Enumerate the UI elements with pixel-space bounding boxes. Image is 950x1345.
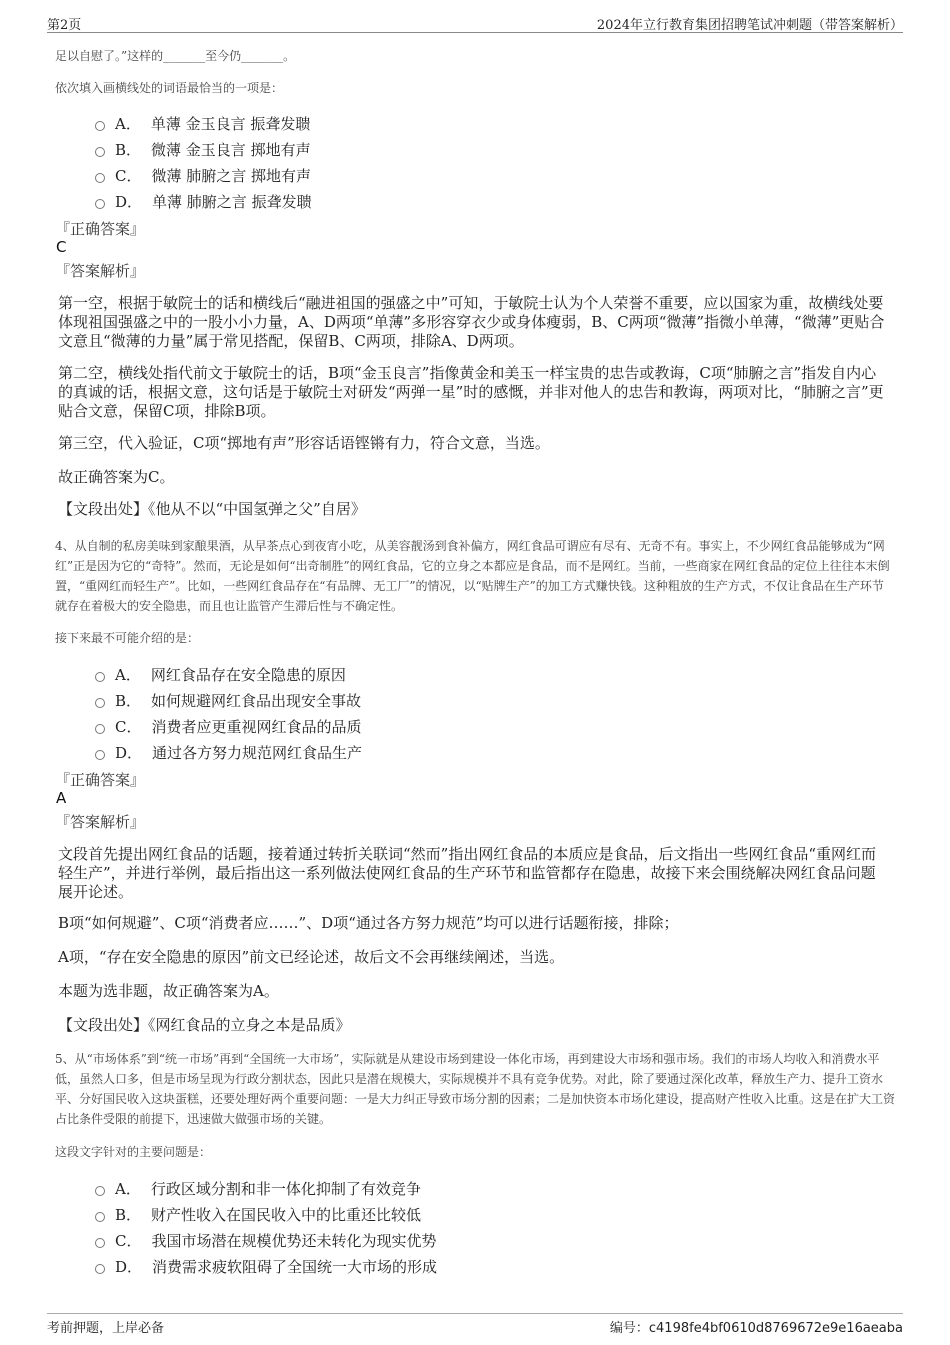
radio-icon[interactable]: [95, 672, 105, 682]
analysis-paragraph: B项“如何规避”、C项“消费者应……”、D项“通过各方努力规范”均可以进行话题衔接，排除；: [58, 914, 679, 932]
option-list: [95, 661, 795, 765]
source-citation: 【文段出处】《网红食品的立身之本是品质》: [58, 1016, 351, 1034]
analysis-paragraph: A项，“存在安全隐患的原因”前文已经论述，故后文不会再继续阐述，当选。: [58, 948, 565, 966]
source-citation: 【文段出处】《他从不以“中国氢弹之父”自居》: [58, 500, 366, 518]
option-a[interactable]: A． 网红食品存在安全隐患的原因: [95, 661, 795, 687]
radio-icon[interactable]: [95, 1186, 105, 1196]
option-list: [95, 110, 795, 214]
analysis-paragraph: 第一空，根据于敏院士的话和横线后“融进祖国的强盛之中”可知，于敏院士认为个人荣誉不重要，应以国家为重，故横线处要体现祖国强盛之中的一股小小力量，A、D两项“单薄”多形容穿衣少或身体瘦弱，B、C两项“微薄”指微小单薄，“微薄”更贴合文意且“微薄的力量”属于常见搭配，保留B、C两项，排除A、D两项。: [58, 294, 885, 350]
radio-icon[interactable]: [95, 173, 105, 183]
option-c[interactable]: C． 消费者应更重视网红食品的品质: [95, 713, 795, 739]
radio-icon[interactable]: [95, 1212, 105, 1222]
radio-icon[interactable]: [95, 1264, 105, 1274]
analysis-paragraph: 第二空，横线处指代前文于敏院士的话，B项“金玉良言”指像黄金和美玉一样宝贵的忠告或教诲，C项“肺腑之言”指发自内心的真诚的话，根据文意，这句话是于敏院士对研发“两弹一星”时的感慨，并非对他人的忠告和教诲，两项对比，“肺腑之言”更贴合文意，保留C项，排除B项。: [58, 364, 884, 420]
radio-icon[interactable]: [95, 147, 105, 157]
option-a[interactable]: A． 单薄 金玉良言 振聋发聩: [95, 110, 795, 136]
answer-value: A: [56, 789, 67, 807]
page-header: [47, 14, 903, 33]
option-b[interactable]: B． 财产性收入在国民收入中的比重还比较低: [95, 1201, 795, 1227]
document-code: 编号：c4198fe4bf0610d8769672e9e16aeaba: [609, 1321, 903, 1336]
footer-slogan: 考前押题，上岸必备: [47, 1321, 165, 1336]
analysis-paragraph: 文段首先提出网红食品的话题，接着通过转折关联词“然而”指出网红食品的本质应是食品，后文指出一些网红食品“重网红而轻生产”，并进行举例，最后指出这一系列做法使网红食品的生产环节和监管都存在隐患，故接下来会围绕解决网红食品问题展开论述。: [58, 845, 877, 901]
question-prompt: 依次填入画横线处的词语最恰当的一项是：: [55, 81, 284, 95]
question-prompt: 这段文字针对的主要问题是：: [55, 1145, 212, 1159]
page-footer: [47, 1313, 903, 1336]
analysis-paragraph: 第三空，代入验证，C项“掷地有声”形容话语铿锵有力，符合文意，当选。: [58, 434, 550, 452]
option-c[interactable]: C． 微薄 肺腑之言 掷地有声: [95, 162, 795, 188]
question-stem: 5、从“市场体系”到“统一市场”再到“全国统一大市场”，实际就是从建设市场到建设一体化市场，再到建设大市场和强市场。我们的市场人均收入和消费水平低，虽然人口多，但是市场呈现为行政分割状态，因此只是潜在规模大，实际规模并不具有竞争优势。对此，除了要通过深化改革，释放生产力、提升工资水平、分好国民收入这块蛋糕，还要处理好两个重要问题：一是大力纠正导致市场分割的因素；二是加快资本市场化建设，提高财产性收入比重。这是在扩大工资占比条件受限的前提下，迅速做大做强市场的关键。: [55, 1052, 896, 1126]
radio-icon[interactable]: [95, 724, 105, 734]
option-c[interactable]: C． 我国市场潜在规模优势还未转化为现实优势: [95, 1227, 795, 1253]
option-b[interactable]: B． 微薄 金玉良言 掷地有声: [95, 136, 795, 162]
question-stem-tail: 足以自慰了。”这样的_______至今仍_______。: [55, 49, 296, 63]
analysis-paragraph: 本题为选非题，故正确答案为A。: [58, 982, 279, 1000]
answer-label: 『正确答案』: [55, 771, 146, 789]
radio-icon[interactable]: [95, 750, 105, 760]
analysis-label: 『答案解析』: [55, 813, 146, 831]
option-a[interactable]: A． 行政区域分割和非一体化抑制了有效竞争: [95, 1175, 795, 1201]
page-number: 第2页: [47, 18, 82, 33]
option-d[interactable]: D． 消费需求疲软阻碍了全国统一大市场的形成: [95, 1253, 795, 1279]
answer-label: 『正确答案』: [55, 220, 146, 238]
question-prompt: 接下来最不可能介绍的是：: [55, 631, 200, 645]
question-stem: 4、从自制的私房美味到家酿果酒，从早茶点心到夜宵小吃，从美容靓汤到食补偏方，网红食品可谓应有尽有、无奇不有。事实上，不少网红食品能够成为“网红”正是因为它的“奇特”。然而，无论是如何“出奇制胜”的网红食品，它的立身之本都应是食品，而不是网红。当前，一些商家在网红食品的定位上往往本末倒置，“重网红而轻生产”。比如，一些网红食品存在“有品牌、无工厂”的情况，以“贴牌生产”的加工方式赚快钱。这种粗放的生产方式，不仅让食品在生产环节就存在着极大的安全隐患，而且也让监管产生滞后性与不确定性。: [55, 539, 890, 613]
answer-value: C: [56, 238, 67, 256]
radio-icon[interactable]: [95, 121, 105, 131]
analysis-paragraph: 故正确答案为C。: [58, 468, 175, 486]
radio-icon[interactable]: [95, 698, 105, 708]
radio-icon[interactable]: [95, 199, 105, 209]
document-title: 2024年立行教育集团招聘笔试冲刺题（带答案解析）: [596, 18, 903, 33]
option-d[interactable]: D． 通过各方努力规范网红食品生产: [95, 739, 795, 765]
radio-icon[interactable]: [95, 1238, 105, 1248]
analysis-label: 『答案解析』: [55, 262, 146, 280]
option-b[interactable]: B． 如何规避网红食品出现安全事故: [95, 687, 795, 713]
option-list: [95, 1175, 795, 1279]
option-d[interactable]: D． 单薄 肺腑之言 振聋发聩: [95, 188, 795, 214]
